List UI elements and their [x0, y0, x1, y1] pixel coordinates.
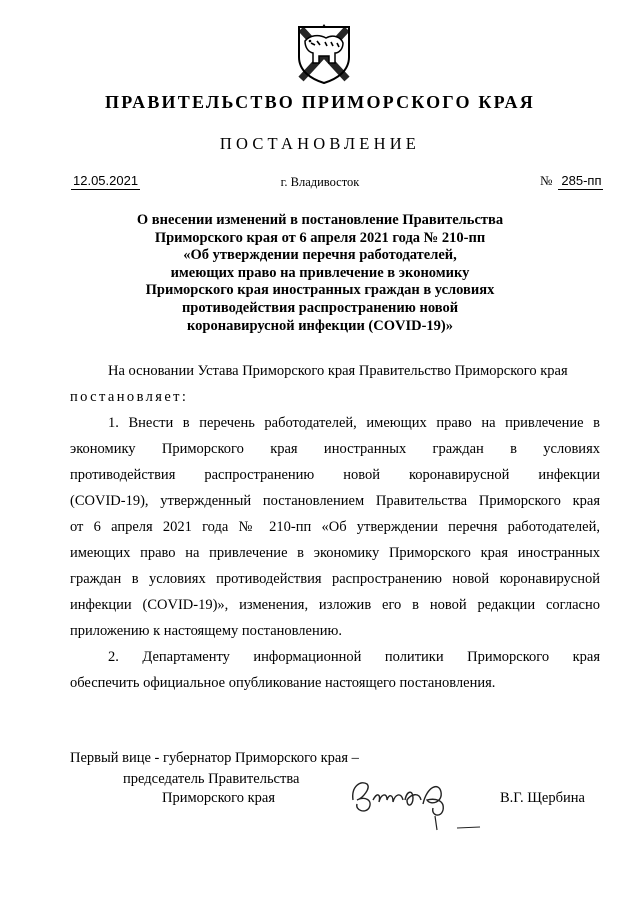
item1-line: инфекции (COVID-19)», изменения, изложив его в новой редакции согласно — [70, 597, 600, 613]
title-line: Приморского края от 6 апреля 2021 года № 210-пп — [154, 229, 486, 246]
government-name: ПРАВИТЕЛЬСТВО ПРИМОРСКОГО КРАЯ — [105, 92, 535, 112]
title-line: «Об утверждении перечня работодателей, — [183, 247, 457, 264]
title-line: коронавирусной инфекции (COVID-19)» — [186, 317, 453, 334]
handwritten-signature-icon — [347, 770, 482, 832]
item1-line: экономику Приморского края иностранных граждан в условиях — [70, 441, 600, 457]
title-line: имеющих право на привлечение в экономику — [170, 264, 470, 281]
document-title — [0, 212, 640, 335]
number-sign: № — [540, 173, 553, 188]
item1-line: от 6 апреля 2021 года № 210-пп «Об утверждении перечня работодателей, — [70, 519, 600, 535]
item1-line: имеющих право на привлечение в экономику Приморского края иностранных — [70, 545, 600, 561]
signer-position-line1: Первый вице - губернатор Приморского края – — [70, 750, 359, 766]
item1-line: приложению к настоящему постановлению. — [70, 623, 342, 639]
item1-line: противодействия распространению новой коронавирусной инфекции — [70, 467, 600, 483]
document-number — [540, 173, 603, 189]
document-type: ПОСТАНОВЛЕНИЕ — [219, 134, 421, 153]
coat-of-arms-icon — [295, 23, 353, 85]
item1-line: граждан в условиях противодействия распространению новой коронавирусной — [70, 571, 600, 587]
decree-word: постановляет: — [70, 389, 189, 405]
item2-line: обеспечить официальное опубликование настоящего постановления. — [70, 675, 496, 691]
title-line: противодействия распространению новой — [181, 299, 459, 316]
preamble: На основании Устава Приморского края Правительство Приморского края — [108, 363, 568, 379]
title-line: Приморского края иностранных граждан в условиях — [145, 282, 495, 299]
signer-position-line3: Приморского края — [162, 790, 276, 806]
item1-line: 1. Внести в перечень работодателей, имеющих право на привлечение в — [108, 415, 600, 431]
signer-position-line2: председатель Правительства — [123, 771, 300, 787]
title-line: О внесении изменений в постановление Правительства — [136, 212, 504, 228]
document-date: 12.05.2021 — [73, 173, 139, 188]
item2-line: 2. Департаменту информационной политики Приморского края — [108, 649, 600, 665]
item1-line: (COVID-19), утвержденный постановлением Правительства Приморского края — [70, 493, 600, 509]
signer-name: В.Г. Щербина — [500, 790, 585, 806]
number-value: 285-пп — [558, 173, 602, 190]
document-city: г. Владивосток — [280, 175, 360, 189]
